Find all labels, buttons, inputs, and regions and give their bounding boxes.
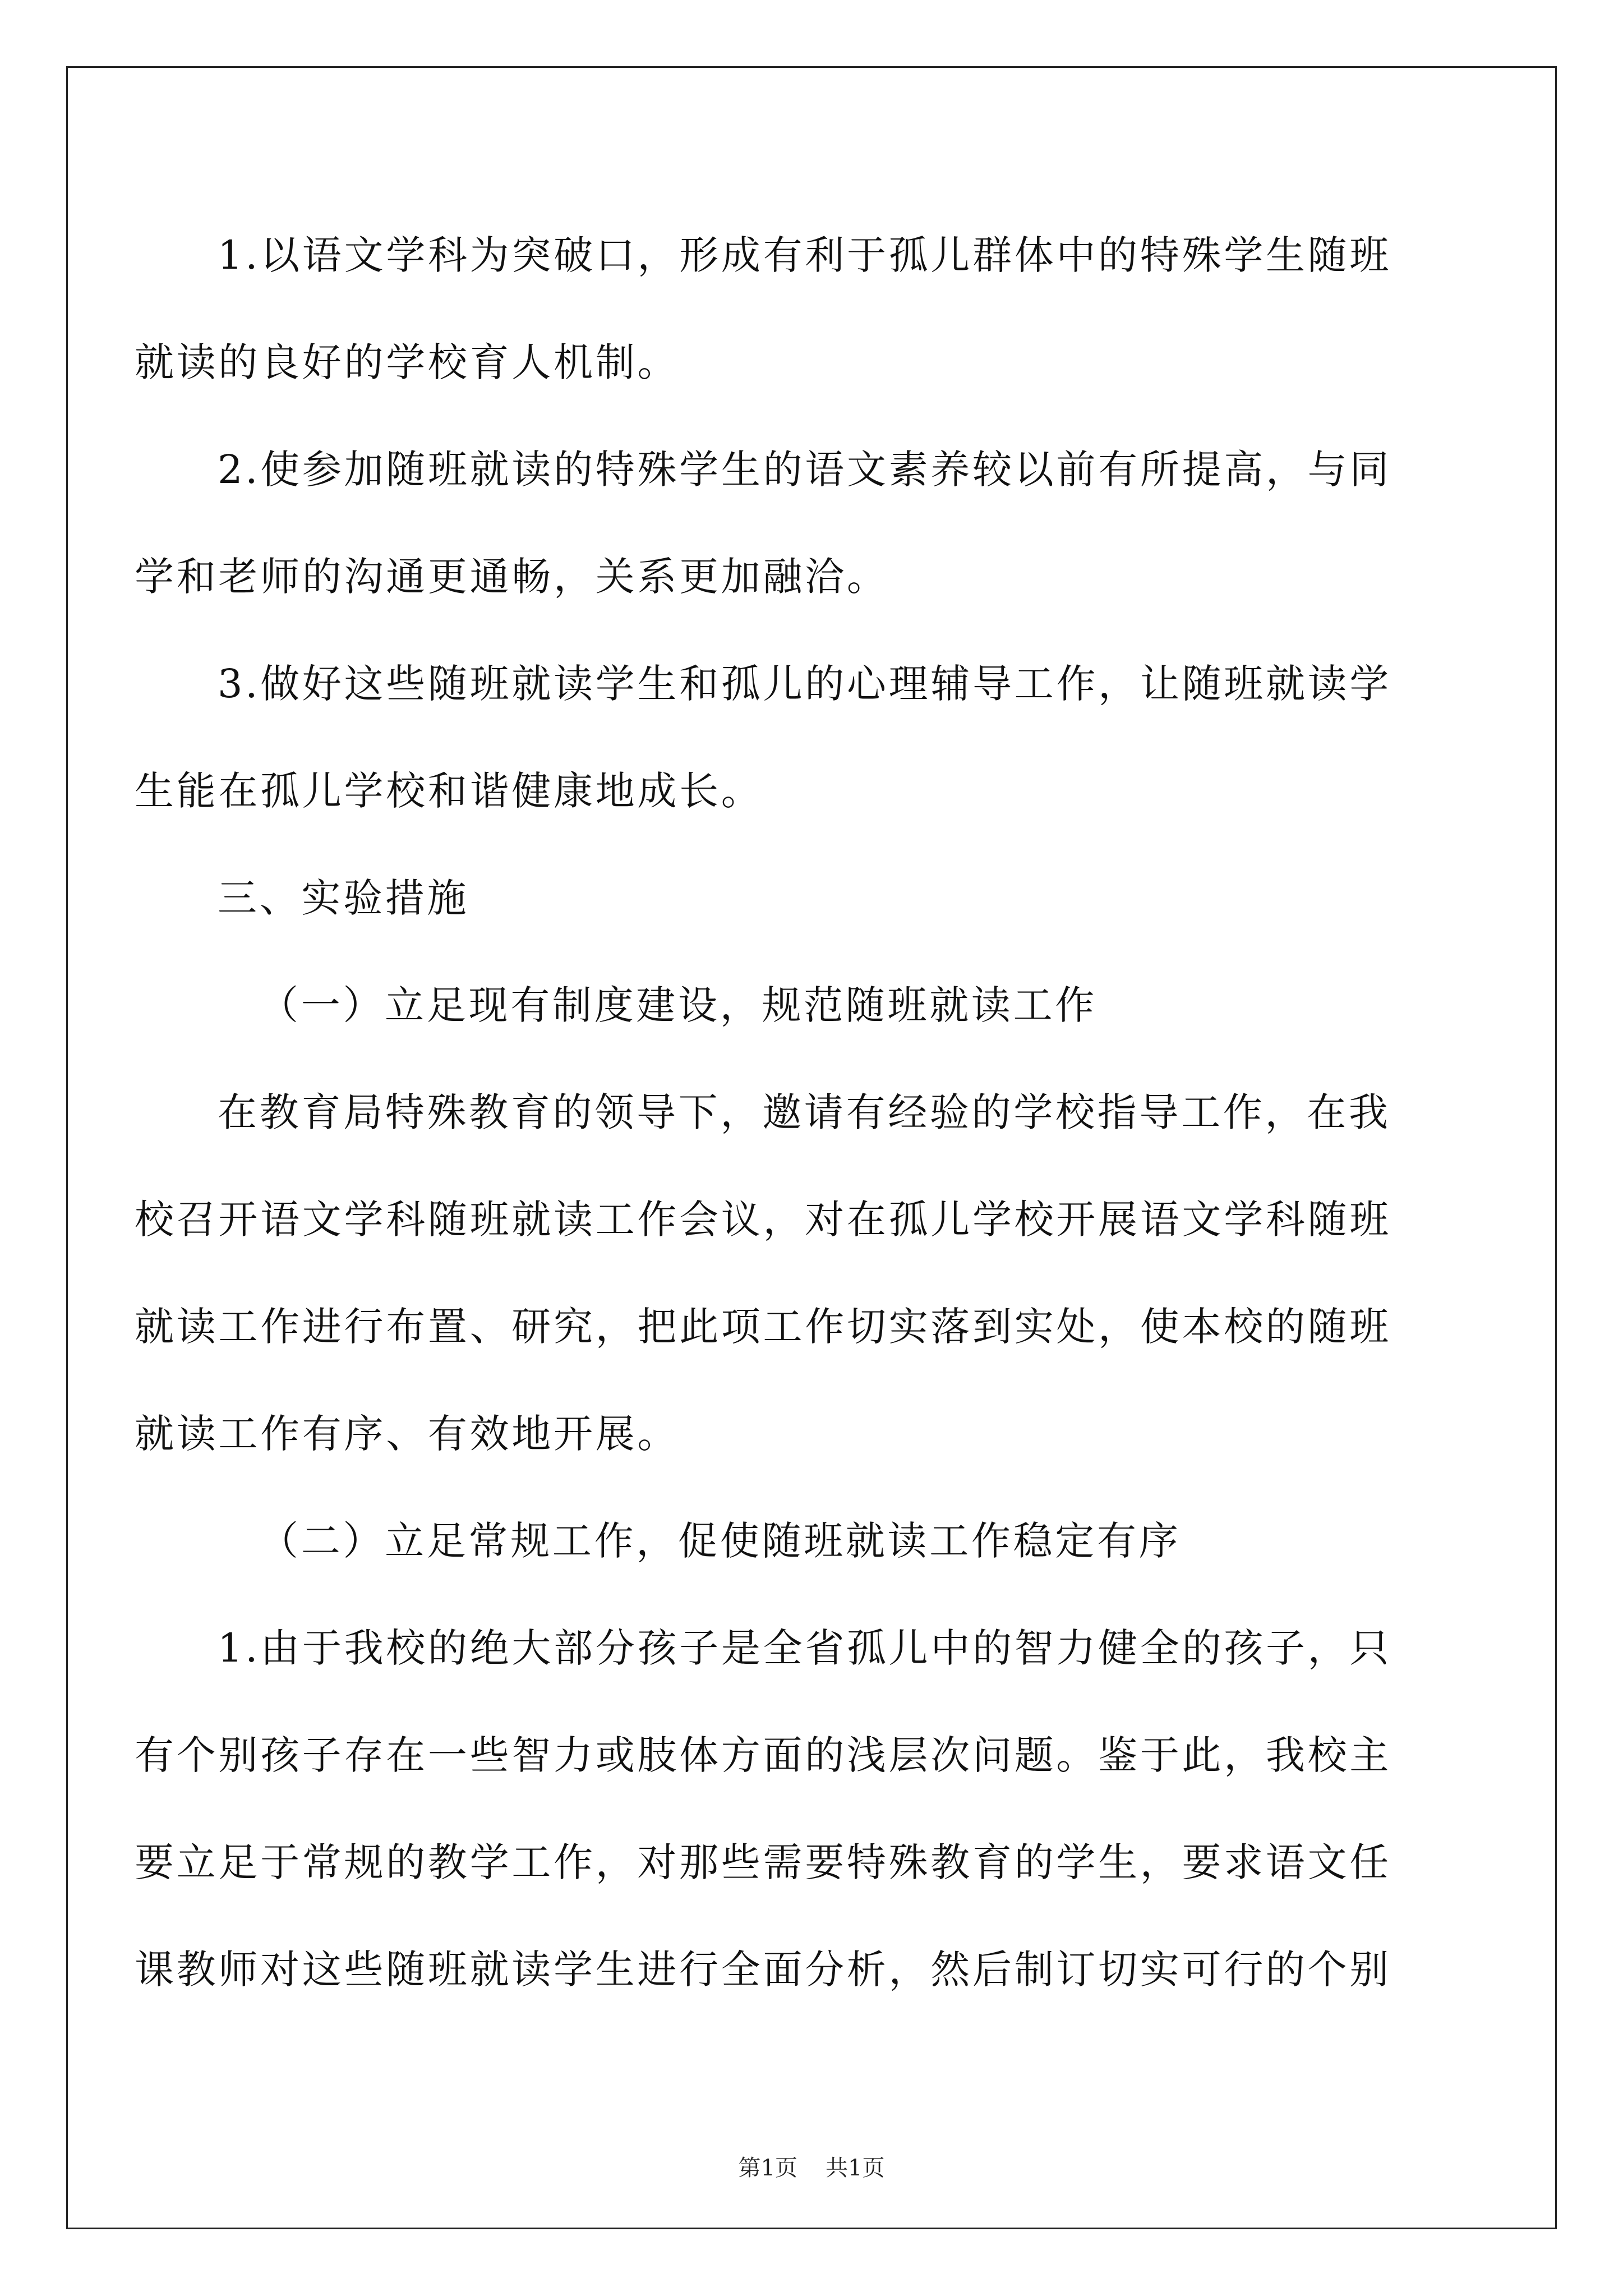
subsection-heading: （一）立足现有制度建设，规范随班就读工作 — [259, 982, 1097, 1028]
paragraph-line: 学和老师的沟通更通畅，关系更加融洽。 — [135, 554, 889, 600]
paragraph-line: 课教师对这些随班就读学生进行全面分析，然后制订切实可行的个别 — [135, 1947, 1391, 1993]
paragraph-line: 生能在孤儿学校和谐健康地成长。 — [135, 768, 763, 814]
paragraph-line: 就读的良好的学校育人机制。 — [135, 339, 680, 385]
paragraph-line: 3.做好这些随班就读学生和孤儿的心理辅导工作，让随班就读学 — [218, 661, 1392, 707]
paragraph-line: 要立足于常规的教学工作，对那些需要特殊教育的学生，要求语文任 — [135, 1839, 1391, 1885]
paragraph-line: 就读工作有序、有效地开展。 — [135, 1411, 680, 1457]
page-footer — [0, 2157, 1623, 2179]
paragraph-line: 1.由于我校的绝大部分孩子是全省孤儿中的智力健全的孩子，只 — [218, 1625, 1392, 1671]
paragraph-line: 2.使参加随班就读的特殊学生的语文素养较以前有所提高，与同 — [218, 447, 1392, 493]
section-heading: 三、实验措施 — [218, 875, 469, 921]
page-total: 共1页 — [826, 2155, 885, 2181]
paragraph-line: 校召开语文学科随班就读工作会议，对在孤儿学校开展语文学科随班 — [135, 1197, 1391, 1243]
paragraph-line: 1.以语文学科为突破口，形成有利于孤儿群体中的特殊学生随班 — [218, 232, 1392, 278]
paragraph-line: 就读工作进行布置、研究，把此项工作切实落到实处，使本校的随班 — [135, 1304, 1391, 1350]
paragraph-line: 在教育局特殊教育的领导下，邀请有经验的学校指导工作，在我 — [218, 1089, 1391, 1135]
paragraph-line: 有个别孩子存在一些智力或肢体方面的浅层次问题。鉴于此，我校主 — [135, 1732, 1391, 1778]
subsection-heading: （二）立足常规工作，促使随班就读工作稳定有序 — [259, 1518, 1181, 1564]
page-number: 第1页 — [738, 2155, 797, 2181]
page-border — [66, 66, 1557, 2229]
